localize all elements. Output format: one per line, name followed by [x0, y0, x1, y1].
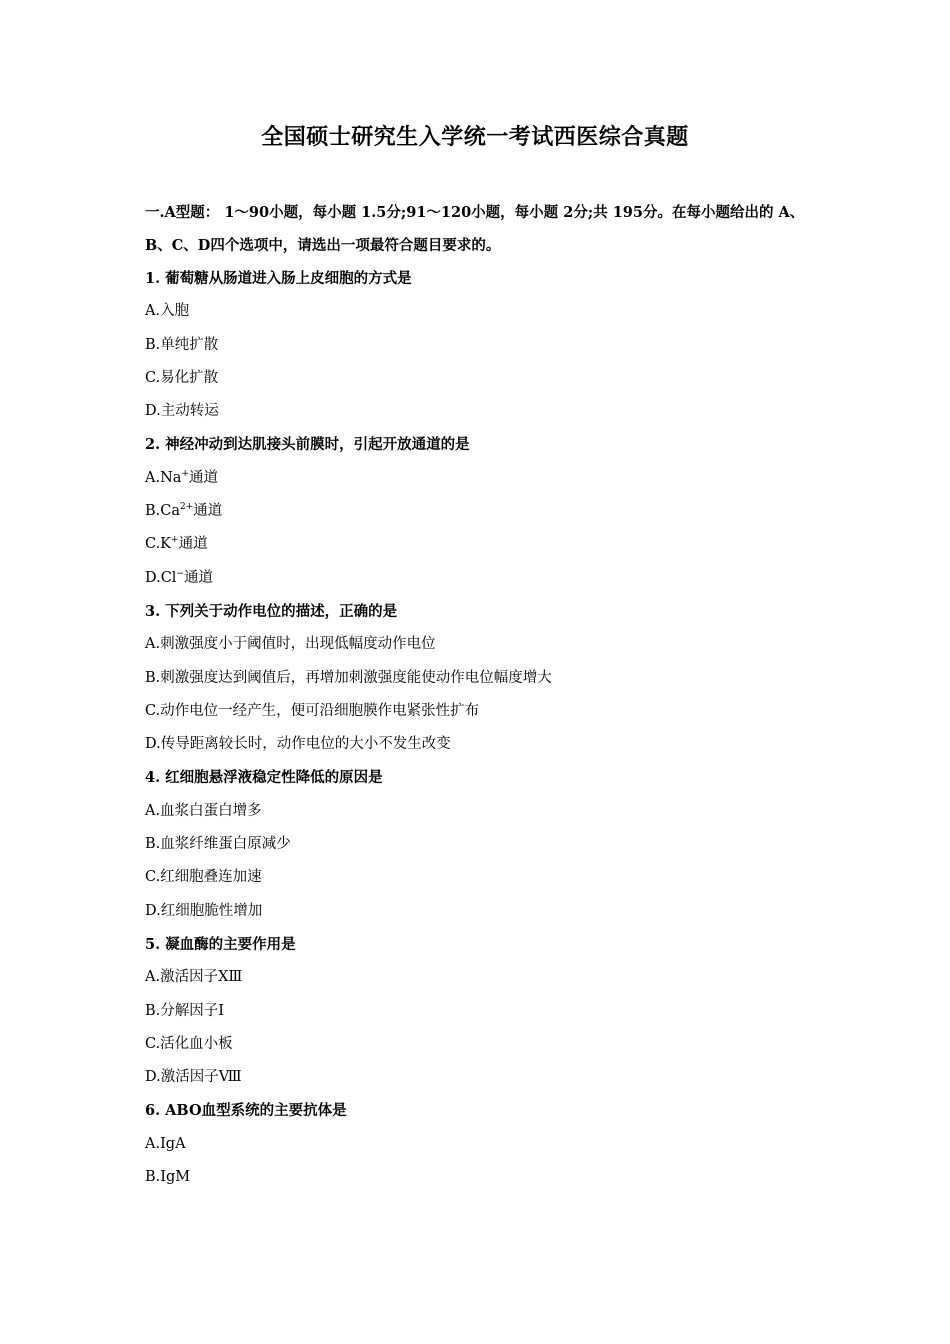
answer-option — [145, 329, 815, 362]
option-text: D.红细胞脆性增加 — [145, 902, 263, 919]
option-text-suffix: 通道 — [193, 503, 223, 520]
option-text: D.主动转运 — [145, 403, 219, 420]
answer-option — [145, 462, 815, 495]
answer-option — [145, 1161, 815, 1194]
option-text-suffix: 通道 — [178, 536, 208, 553]
section-heading: 一.A型题： 1～90小题，每小题 1.5分;91～120小题，每小题 2分;共 195分。在每小题给出的 A、B、C、D四个选项中，请选出一项最符合题目要求的。 — [145, 204, 805, 254]
question-stem: 5. 凝血酶的主要作用是 — [145, 935, 296, 953]
question-stem: 3. 下列关于动作电位的描述，正确的是 — [145, 602, 398, 620]
answer-option — [145, 362, 815, 395]
option-text: C.活化血小板 — [145, 1035, 233, 1052]
answer-option — [145, 695, 815, 728]
answer-option — [145, 395, 815, 428]
option-text: A.Na — [145, 469, 182, 486]
option-text: B.IgM — [145, 1169, 191, 1186]
question-stem: 1. 葡萄糖从肠道进入肠上皮细胞的方式是 — [145, 270, 412, 287]
option-text-suffix: 通道 — [184, 569, 213, 586]
answer-option — [145, 295, 815, 328]
option-text-suffix: 通道 — [188, 469, 218, 486]
answer-option — [145, 1128, 815, 1161]
option-text: B.分解因子Ⅰ — [145, 1002, 224, 1019]
option-text: C.K — [145, 536, 172, 553]
option-text: D.激活因子Ⅷ — [145, 1069, 242, 1086]
answer-option — [145, 895, 815, 928]
option-text: B.单纯扩散 — [145, 336, 219, 353]
document-title: 全国硕士研究生入学统一考试西医综合真题 — [261, 124, 689, 150]
option-text: B.Ca — [145, 503, 181, 520]
answer-option — [145, 828, 815, 861]
answer-option — [145, 861, 815, 894]
answer-option — [145, 795, 815, 828]
option-text: C.红细胞叠连加速 — [145, 869, 262, 886]
option-text: A.刺激强度小于阈值时，出现低幅度动作电位 — [145, 636, 436, 653]
answer-option — [145, 995, 815, 1028]
ion-charge: + — [171, 535, 179, 546]
option-text: B.血浆纤维蛋白原减少 — [145, 836, 291, 853]
option-text: C.动作电位一经产生，便可沿细胞膜作电紧张性扩布 — [145, 702, 480, 719]
option-text: A.激活因子ⅩⅢ — [145, 969, 243, 986]
answer-option — [145, 728, 815, 761]
ion-charge: + — [181, 468, 189, 479]
question-list — [145, 262, 815, 1194]
ion-charge: 2+ — [180, 502, 194, 513]
option-text: D.传导距离较长时，动作电位的大小不发生改变 — [145, 736, 451, 753]
option-text: B.刺激强度达到阈值后，再增加刺激强度能使动作电位幅度增大 — [145, 669, 552, 686]
answer-option — [145, 1028, 815, 1061]
answer-option — [145, 562, 815, 595]
option-text: C.易化扩散 — [145, 369, 219, 386]
question-stem: 6. ABO血型系统的主要抗体是 — [145, 1102, 347, 1120]
question-stem: 2. 神经冲动到达肌接头前膜时，引起开放通道的是 — [145, 436, 470, 454]
answer-option — [145, 495, 815, 528]
option-text: A.血浆白蛋白增多 — [145, 802, 262, 819]
answer-option — [145, 528, 815, 561]
answer-option — [145, 1061, 815, 1094]
answer-option — [145, 628, 815, 661]
answer-option — [145, 662, 815, 695]
answer-option — [145, 961, 815, 994]
ion-charge: − — [176, 568, 184, 579]
option-text: A.IgA — [145, 1135, 186, 1152]
option-text: D.Cl — [145, 569, 177, 586]
option-text: A.入胞 — [145, 303, 190, 320]
question-stem: 4. 红细胞悬浮液稳定性降低的原因是 — [145, 769, 383, 787]
